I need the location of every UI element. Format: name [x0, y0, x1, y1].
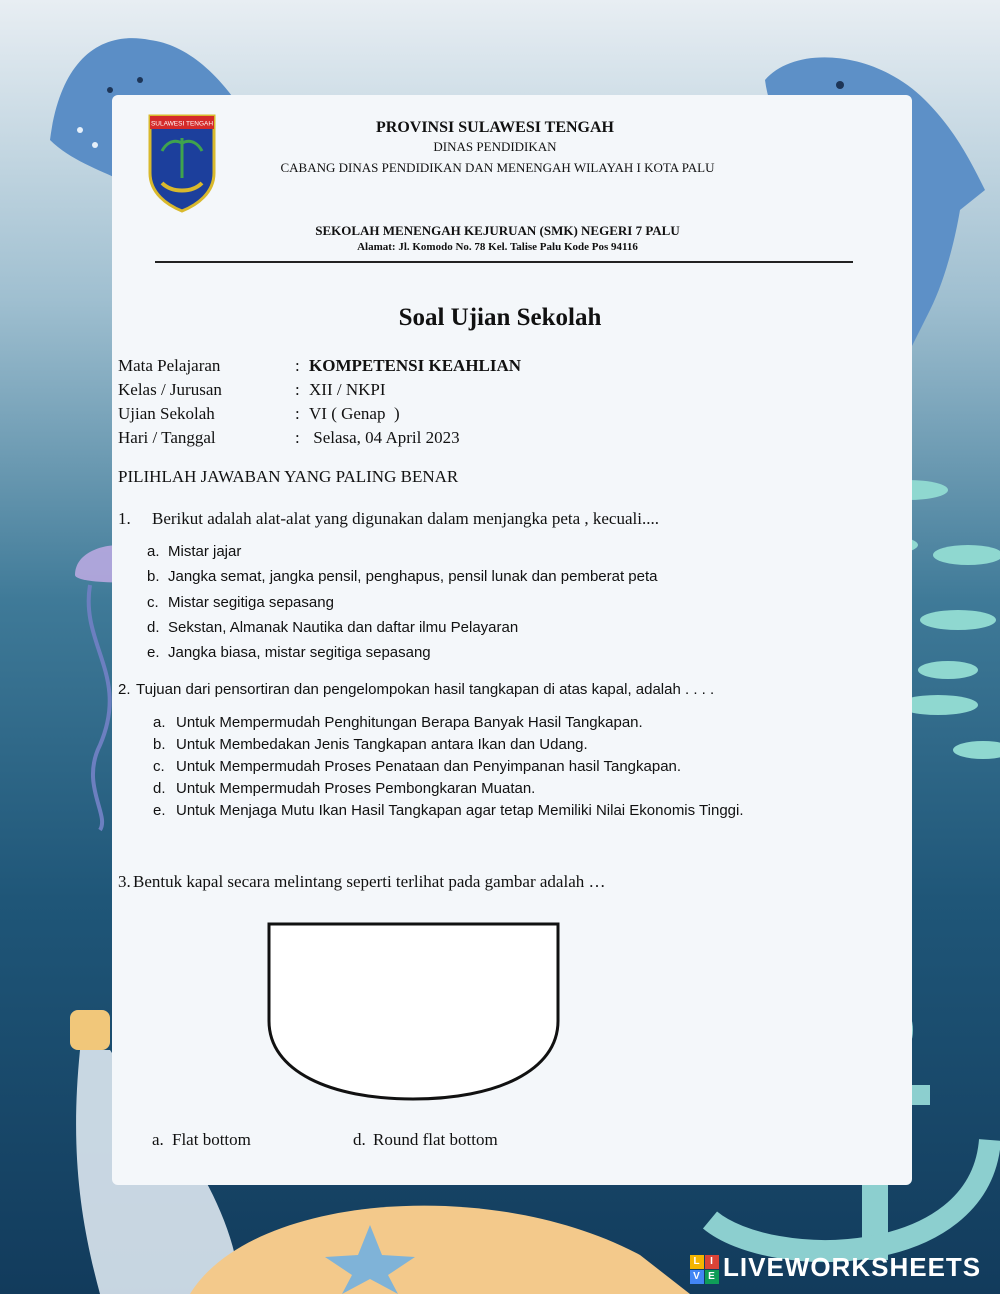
info-colon: :	[295, 428, 300, 447]
q1-option-a-text[interactable]: Mistar jajar	[168, 543, 242, 560]
info-colon: :	[295, 380, 300, 399]
instruction-text: PILIHLAH JAWABAN YANG PALING BENAR	[118, 467, 459, 486]
sand-starfish-illustration	[190, 1175, 690, 1294]
q1-option-b-text[interactable]: Jangka semat, jangka pensil, penghapus, pensil lunak dan pemberat peta	[168, 568, 658, 585]
department-heading: DINAS PENDIDIKAN	[433, 139, 557, 154]
question-3-text: Bentuk kapal secara melintang seperti terlihat pada gambar adalah …	[133, 872, 606, 891]
info-label-exam: Ujian Sekolah	[118, 404, 215, 423]
liveworksheets-brand: LIVEWORKSHEETS	[723, 1252, 982, 1282]
q2-option-c-text[interactable]: Untuk Mempermudah Proses Penataan dan Penyimpanan hasil Tangkapan.	[176, 758, 682, 775]
q2-option-d-text[interactable]: Untuk Mempermudah Proses Pembongkaran Muatan.	[176, 780, 536, 797]
q3-option-d-letter[interactable]: d.	[353, 1130, 366, 1149]
q1-option-d-letter[interactable]: d.	[147, 619, 160, 636]
q2-option-e-letter[interactable]: e.	[153, 802, 166, 819]
province-logo	[147, 113, 217, 213]
q3-option-a-letter[interactable]: a.	[152, 1130, 164, 1149]
q2-option-b-text[interactable]: Untuk Membedakan Jenis Tangkapan antara Ikan dan Udang.	[176, 736, 588, 753]
q2-option-a-letter[interactable]: a.	[153, 714, 166, 731]
q2-option-d-letter[interactable]: d.	[153, 780, 166, 797]
info-value-date: Selasa, 04 April 2023	[309, 428, 460, 447]
info-colon: :	[295, 404, 300, 423]
q2-option-b-letter[interactable]: b.	[153, 736, 166, 753]
province-heading: PROVINSI SULAWESI TENGAH	[376, 119, 614, 136]
question-3-number: 3.	[118, 872, 131, 891]
info-label-date: Hari / Tanggal	[118, 428, 216, 447]
page-title: Soal Ujian Sekolah	[398, 304, 602, 331]
info-value-class: XII / NKPI	[309, 380, 386, 399]
q2-option-e-text[interactable]: Untuk Menjaga Mutu Ikan Hasil Tangkapan agar tetap Memiliki Nilai Ekonomis Tinggi.	[176, 802, 744, 819]
badge-letter: E	[705, 1270, 719, 1284]
hull-cross-section-figure	[266, 921, 561, 1103]
q1-option-e-letter[interactable]: e.	[147, 644, 160, 661]
school-heading: SEKOLAH MENENGAH KEJURUAN (SMK) NEGERI 7 PALU	[315, 223, 680, 238]
q1-option-c-letter[interactable]: c.	[147, 594, 159, 611]
question-2-number: 2.	[118, 681, 131, 698]
question-1-number: 1.	[118, 509, 131, 528]
letterhead-divider	[155, 261, 853, 263]
q1-option-e-text[interactable]: Jangka biasa, mistar segitiga sepasang	[168, 644, 431, 661]
q3-option-d-text[interactable]: Round flat bottom	[373, 1130, 498, 1149]
logo-text: SULAWESI TENGAH	[150, 120, 214, 128]
q2-option-a-text[interactable]: Untuk Mempermudah Penghitungan Berapa Banyak Hasil Tangkapan.	[176, 714, 643, 731]
q1-option-a-letter[interactable]: a.	[147, 543, 160, 560]
info-colon: :	[295, 356, 300, 375]
school-address: Alamat: Jl. Komodo No. 78 Kel. Talise Palu Kode Pos 94116	[357, 241, 638, 253]
badge-letter: V	[690, 1270, 704, 1284]
q1-option-c-text[interactable]: Mistar segitiga sepasang	[168, 594, 334, 611]
q1-option-d-text[interactable]: Sekstan, Almanak Nautika dan daftar ilmu Pelayaran	[168, 619, 519, 636]
q3-option-a-text[interactable]: Flat bottom	[172, 1130, 251, 1149]
badge-letter: I	[705, 1255, 719, 1269]
question-1-text: Berikut adalah alat-alat yang digunakan dalam menjangka peta , kecuali....	[152, 509, 659, 528]
liveworksheets-watermark[interactable]	[690, 1252, 981, 1284]
info-value-subject: KOMPETENSI KEAHLIAN	[309, 356, 522, 375]
info-label-subject: Mata Pelajaran	[118, 356, 221, 375]
q2-option-c-letter[interactable]: c.	[153, 758, 165, 775]
badge-letter: L	[690, 1255, 704, 1269]
q1-option-b-letter[interactable]: b.	[147, 568, 160, 585]
info-value-exam: VI ( Genap )	[309, 404, 400, 423]
branch-heading: CABANG DINAS PENDIDIKAN DAN MENENGAH WILAYAH I KOTA PALU	[280, 160, 715, 175]
info-label-class: Kelas / Jurusan	[118, 380, 222, 399]
question-2-text: Tujuan dari pensortiran dan pengelompokan hasil tangkapan di atas kapal, adalah . . . .	[136, 681, 715, 698]
liveworksheets-badge	[690, 1255, 719, 1284]
